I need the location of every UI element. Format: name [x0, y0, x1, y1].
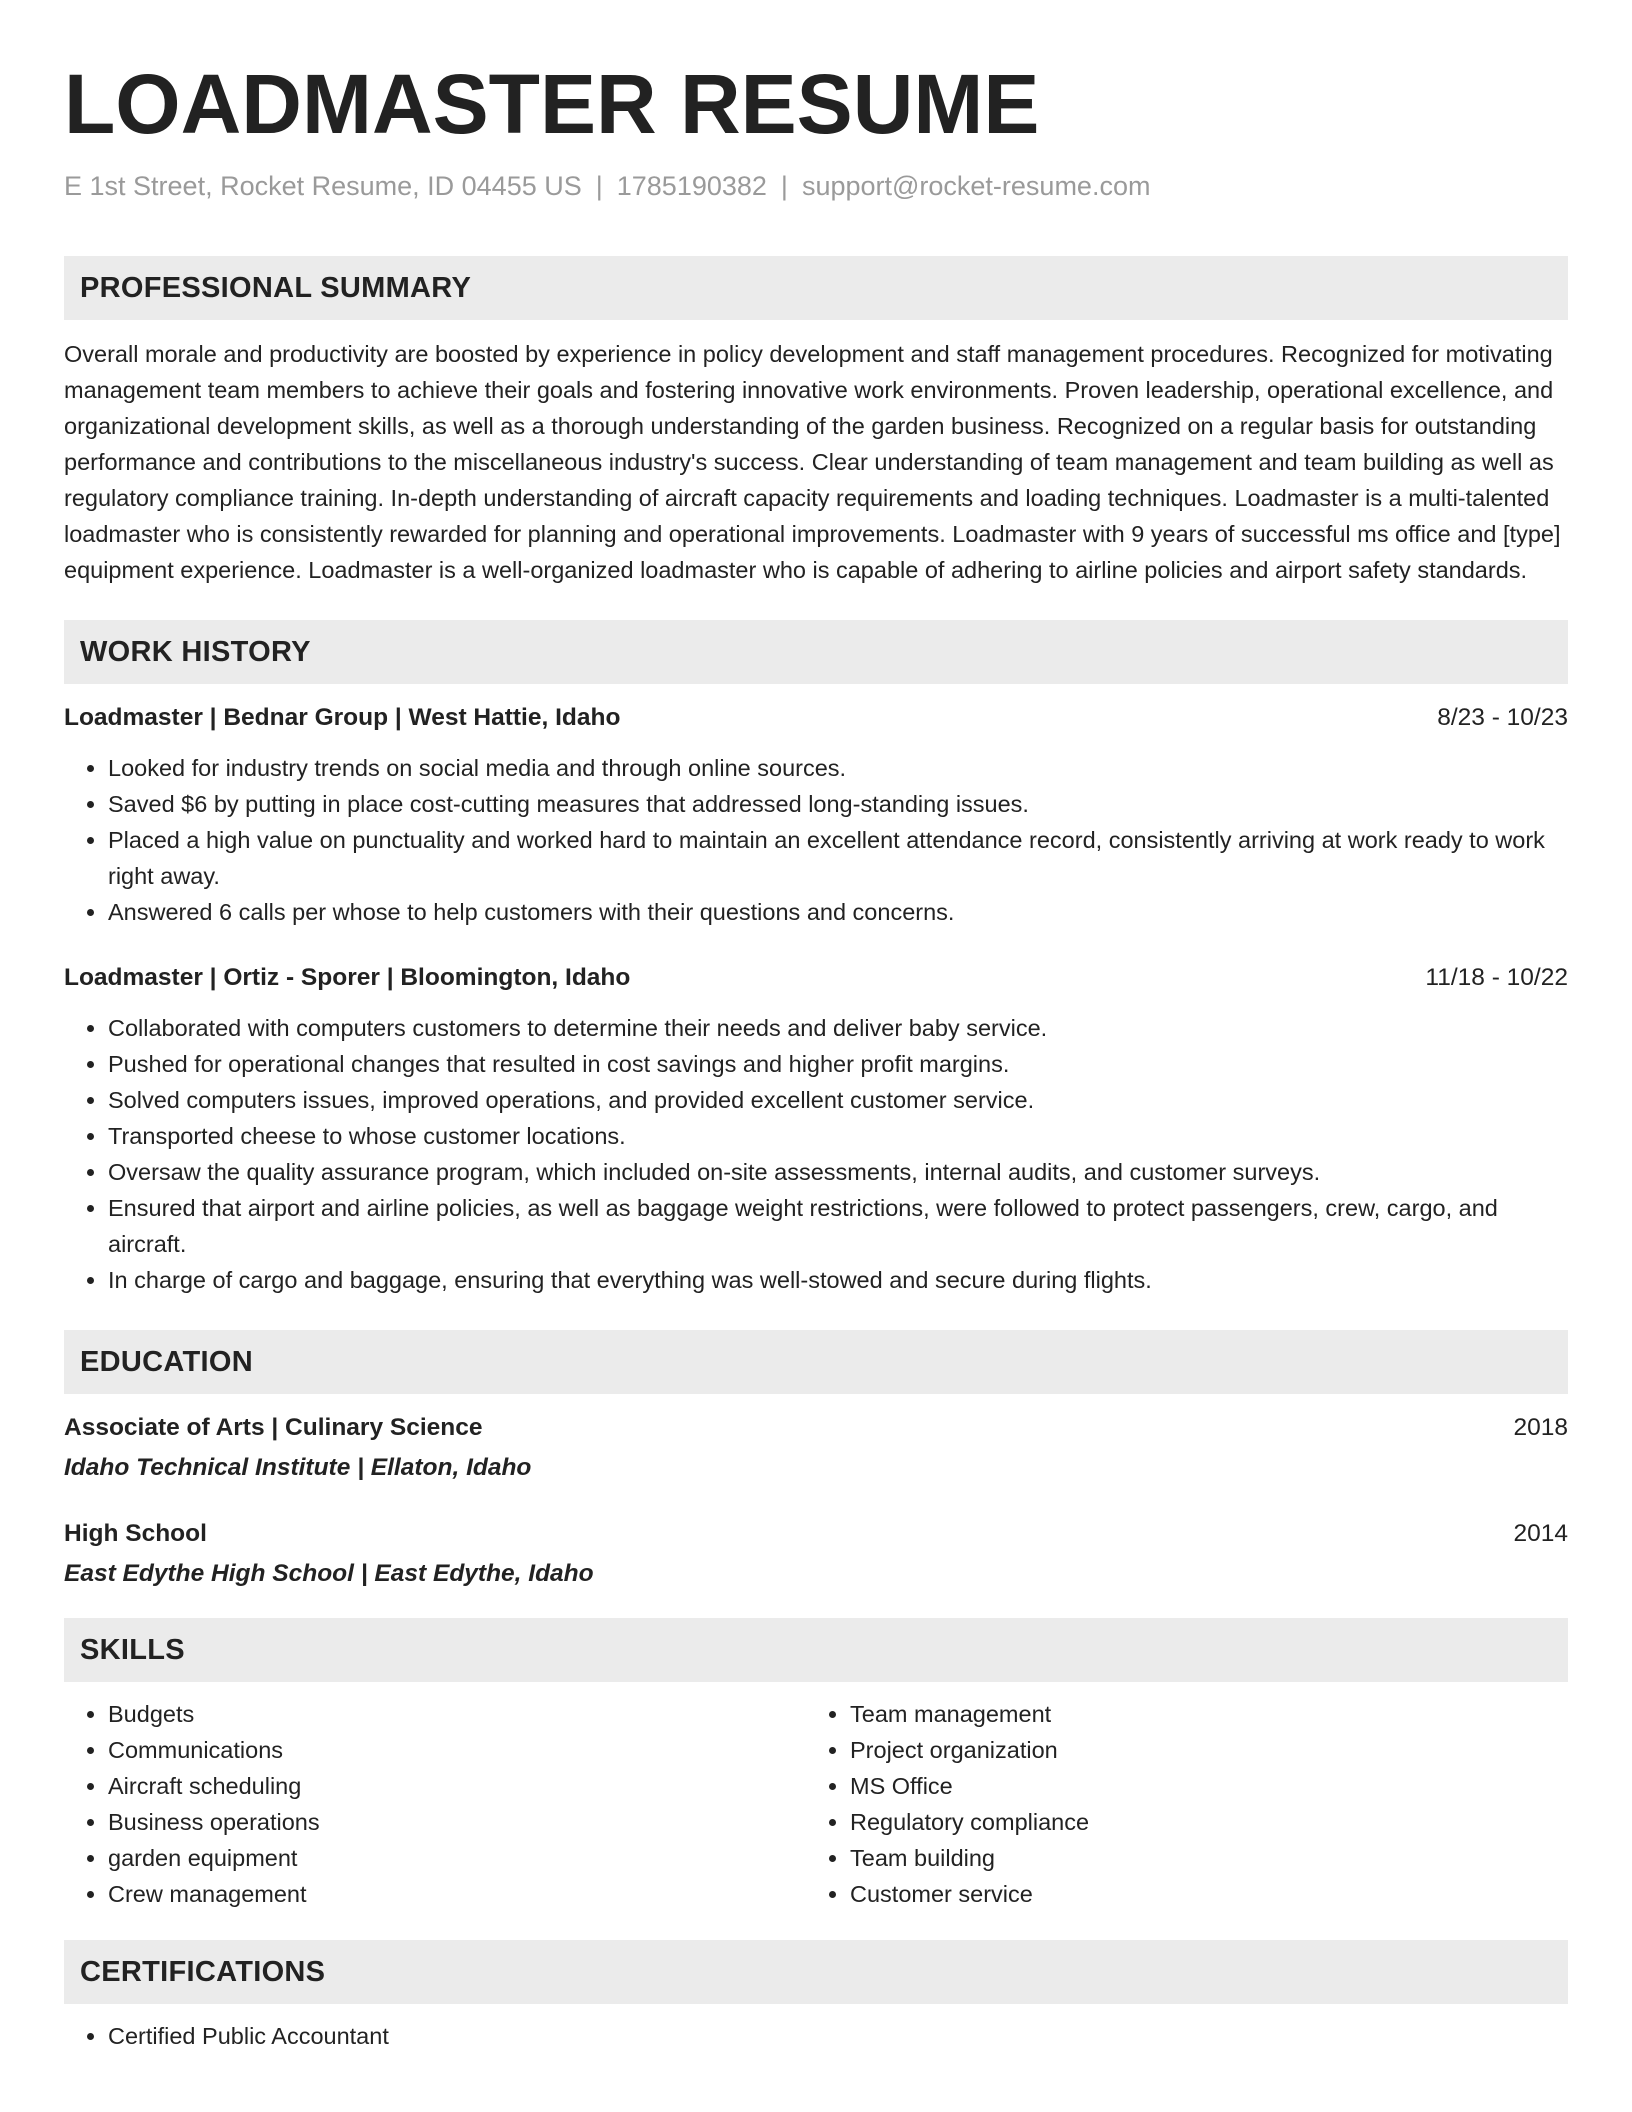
- education-header: [64, 1410, 1568, 1446]
- education-year: 2014: [1513, 1520, 1568, 1547]
- education-year: 2018: [1513, 1414, 1568, 1441]
- work-history-heading: WORK HISTORY: [64, 620, 1568, 684]
- job-title: Loadmaster | Ortiz - Sporer | Bloomington, Idaho: [64, 964, 631, 991]
- education-degree: High School: [64, 1520, 207, 1547]
- phone-text: 1785190382: [616, 171, 767, 201]
- contact-line: [64, 168, 1568, 204]
- job-entry: [64, 960, 1568, 1298]
- education-entry: [64, 1410, 1568, 1486]
- skill-item: • garden equipment: [108, 1840, 806, 1876]
- education-degree: Associate of Arts | Culinary Science: [64, 1414, 483, 1441]
- skill-item: • Project organization: [850, 1732, 1548, 1768]
- job-bullet: • Ensured that airport and airline policies, as well as baggage weight restrictions, were followed to protect passengers, crew, cargo, and aircraft.: [108, 1190, 1568, 1262]
- job-bullets: [64, 1010, 1568, 1298]
- certification-item: • Certified Public Accountant: [108, 2018, 1568, 2054]
- skill-item: • Budgets: [108, 1696, 806, 1732]
- address-text: E 1st Street, Rocket Resume, ID 04455 US: [64, 171, 582, 201]
- skill-item: • Aircraft scheduling: [108, 1768, 806, 1804]
- education-header: [64, 1516, 1568, 1552]
- job-bullet: • Oversaw the quality assurance program, which included on-site assessments, internal audits, and customer surveys.: [108, 1154, 1568, 1190]
- education-entry: [64, 1516, 1568, 1592]
- job-bullet: • Pushed for operational changes that resulted in cost savings and higher profit margins.: [108, 1046, 1568, 1082]
- job-bullet: • Placed a high value on punctuality and worked hard to maintain an excellent attendance record, consistently arriving at work ready to work right away.: [108, 822, 1568, 894]
- job-dates: 8/23 - 10/23: [1437, 704, 1568, 731]
- skill-item: • Team management: [850, 1696, 1548, 1732]
- job-header: [64, 700, 1568, 736]
- skill-item: • Team building: [850, 1840, 1548, 1876]
- summary-heading: PROFESSIONAL SUMMARY: [64, 256, 1568, 320]
- separator: |: [595, 171, 603, 201]
- certifications-heading: CERTIFICATIONS: [64, 1940, 1568, 2004]
- job-bullet: • Looked for industry trends on social media and through online sources.: [108, 750, 1568, 786]
- job-bullet: • Saved $6 by putting in place cost-cutting measures that addressed long-standing issues.: [108, 786, 1568, 822]
- job-entry: [64, 700, 1568, 930]
- skill-item: • Crew management: [108, 1876, 806, 1912]
- job-bullet: • Collaborated with computers customers to determine their needs and deliver baby service.: [108, 1010, 1568, 1046]
- job-bullet: • Answered 6 calls per whose to help customers with their questions and concerns.: [108, 894, 1568, 930]
- skills-column-left: [64, 1696, 806, 1912]
- separator: |: [780, 171, 788, 201]
- education-school: East Edythe High School | East Edythe, Idaho: [64, 1560, 594, 1587]
- certifications-list: [64, 2018, 1568, 2054]
- job-bullet: • Transported cheese to whose customer locations.: [108, 1118, 1568, 1154]
- skill-item: • Business operations: [108, 1804, 806, 1840]
- job-bullet: • In charge of cargo and baggage, ensuring that everything was well-stowed and secure during flights.: [108, 1262, 1568, 1298]
- job-dates: 11/18 - 10/22: [1425, 964, 1568, 991]
- skills-list: [64, 1696, 1568, 1912]
- education-heading: EDUCATION: [64, 1330, 1568, 1394]
- skills-column-right: [806, 1696, 1548, 1912]
- resume-title: LOADMASTER RESUME: [64, 57, 1040, 151]
- job-title: Loadmaster | Bednar Group | West Hattie, Idaho: [64, 704, 621, 731]
- summary-text: Overall morale and productivity are boosted by experience in policy development and staff management procedures. Recognized for motivating management team members to achieve their goals and fostering innovative work environments. Proven leadership, operational excellence, and organizational development skills, as well as a thorough understanding of the garden business. Recognized on a regular basis for outstanding performance and contributions to the miscellaneous industry's success. Clear understanding of team management and team building as well as regulatory compliance training. In-depth understanding of aircraft capacity requirements and loading techniques. Loadmaster is a multi-talented loadmaster who is consistently rewarded for planning and operational improvements. Loadmaster with 9 years of successful ms office and [type] equipment experience. Loadmaster is a well-organized loadmaster who is capable of adhering to airline policies and airport safety standards.: [64, 341, 1561, 583]
- job-header: [64, 960, 1568, 996]
- job-bullets: [64, 750, 1568, 930]
- skill-item: • Communications: [108, 1732, 806, 1768]
- skill-item: • MS Office: [850, 1768, 1548, 1804]
- job-bullet: • Solved computers issues, improved operations, and provided excellent customer service.: [108, 1082, 1568, 1118]
- skill-item: • Customer service: [850, 1876, 1548, 1912]
- education-school: Idaho Technical Institute | Ellaton, Idaho: [64, 1454, 532, 1481]
- email-link[interactable]: support@rocket-resume.com: [801, 171, 1151, 201]
- skill-item: • Regulatory compliance: [850, 1804, 1548, 1840]
- skills-heading: SKILLS: [64, 1618, 1568, 1682]
